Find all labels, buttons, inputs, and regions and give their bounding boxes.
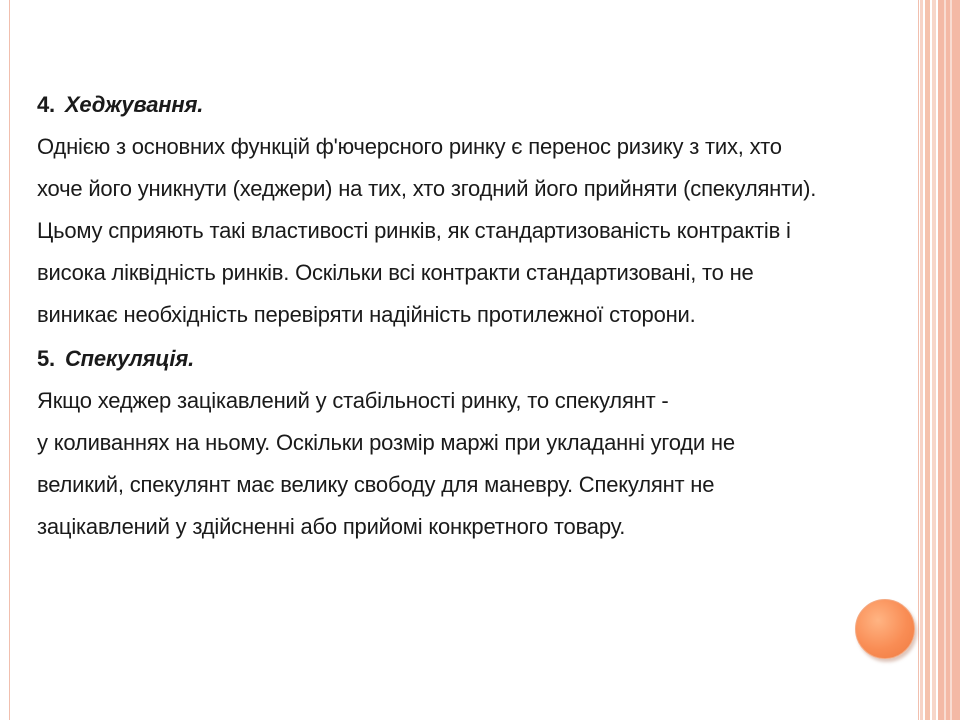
slide-content xyxy=(37,84,897,548)
paragraph-line: Цьому сприяють такі властивості ринків, як стандартизованість контрактів і xyxy=(37,218,791,243)
section-5-heading xyxy=(37,338,897,380)
stripe xyxy=(944,0,946,720)
section-title: Спекуляція. xyxy=(64,346,195,371)
section-4-heading xyxy=(37,84,897,126)
decorative-stripes xyxy=(920,0,960,720)
paragraph-line: великий, спекулянт має велику свободу для маневру. Спекулянт не xyxy=(37,472,715,497)
section-title: Хеджування. xyxy=(64,92,204,117)
paragraph-line: Якщо хеджер зацікавлений у стабільності ринку, то спекулянт - xyxy=(37,388,669,413)
section-number: 5. xyxy=(37,346,55,371)
paragraph-line: у коливаннях на ньому. Оскільки розмір маржі при укладанні угоди не xyxy=(37,430,735,455)
stripe xyxy=(932,0,936,720)
section-number: 4. xyxy=(37,92,55,117)
decorative-orb-icon xyxy=(855,599,915,659)
paragraph-line: зацікавлений у здійсненні або прийомі конкретного товару. xyxy=(37,514,626,539)
paragraph-line: виникає необхідність перевіряти надійність протилежної сторони. xyxy=(37,302,696,327)
stripe xyxy=(920,0,923,720)
paragraph-line: Однією з основних функцій ф'ючерсного ринку є перенос ризику з тих, хто xyxy=(37,134,782,159)
paragraph-line: хоче його уникнути (хеджери) на тих, хто згодний його прийняти (спекулянти). xyxy=(37,176,817,201)
stripe xyxy=(925,0,930,720)
paragraph-line: висока ліквідність ринків. Оскільки всі контракти стандартизовані, то не xyxy=(37,260,754,285)
stripe xyxy=(938,0,960,720)
stripe xyxy=(950,0,952,720)
